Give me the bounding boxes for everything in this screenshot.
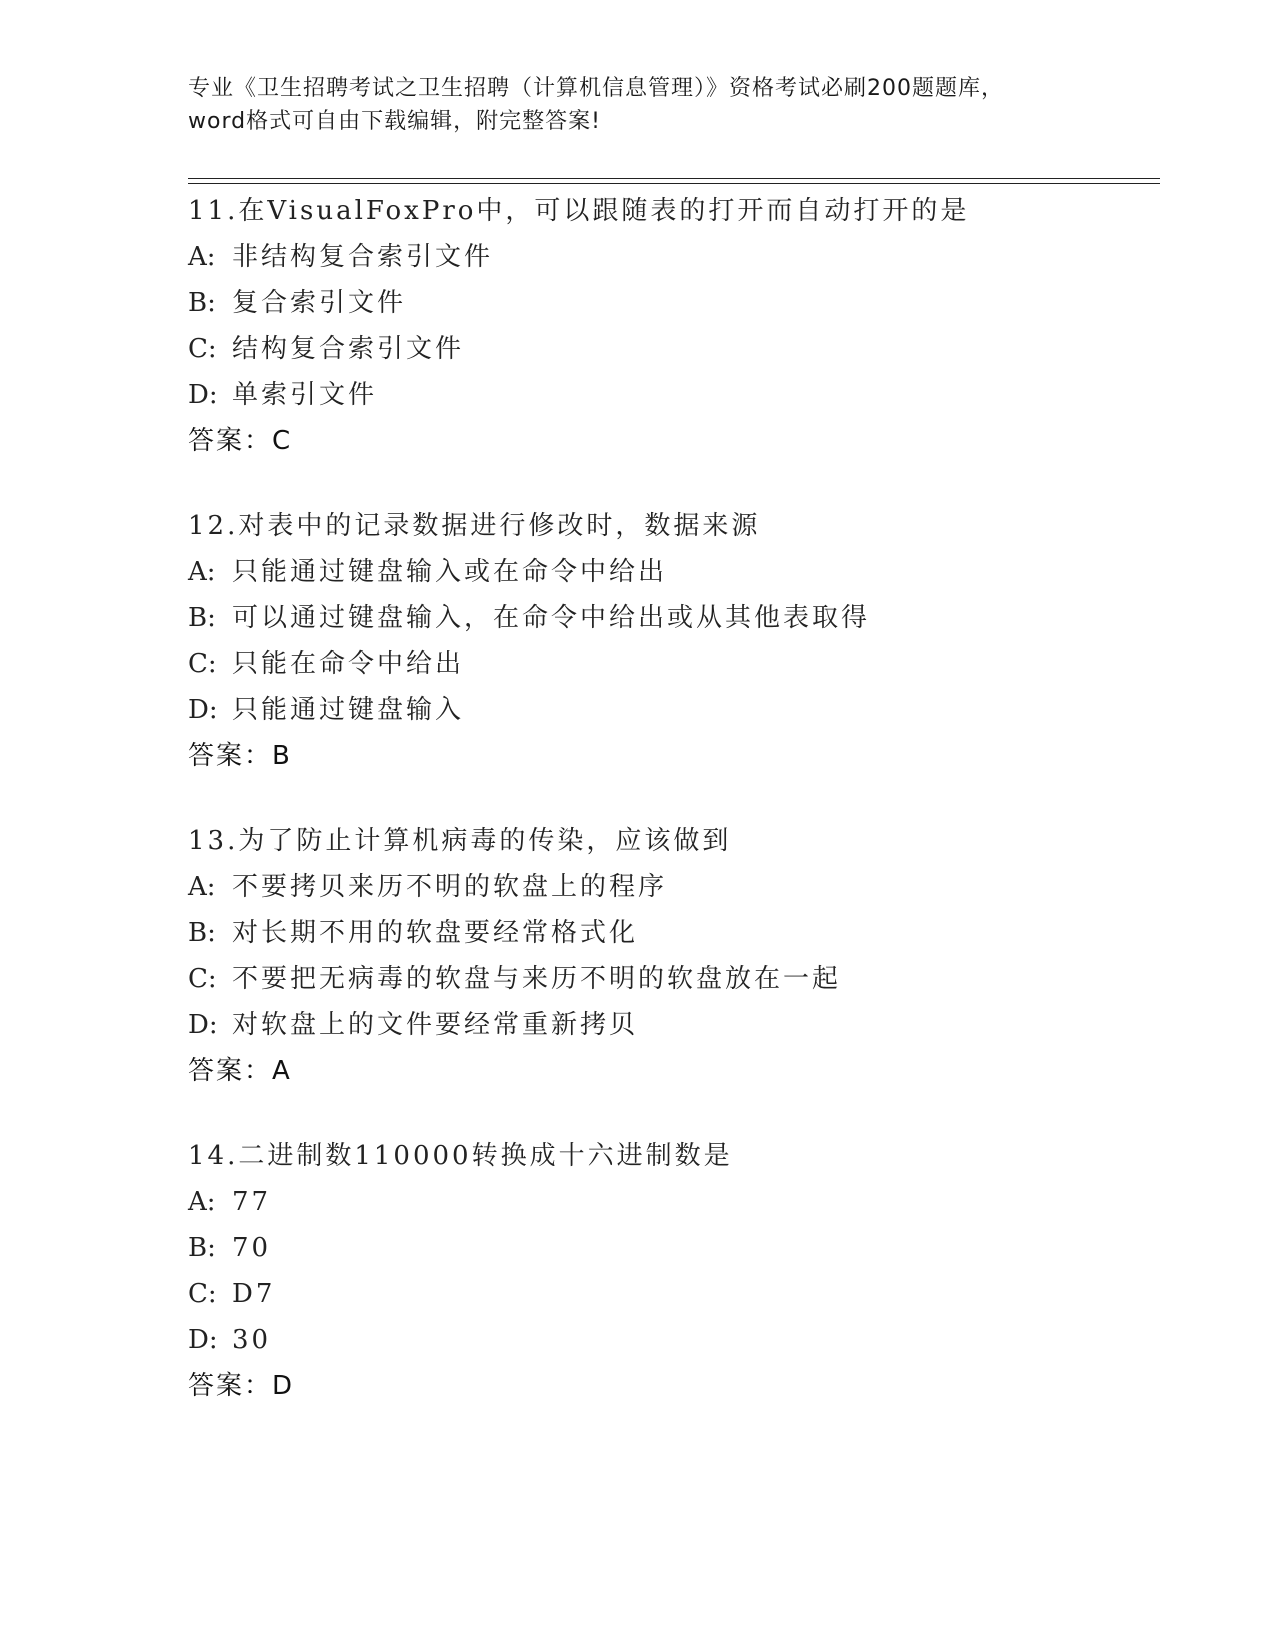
- question-stem: 13.为了防止计算机病毒的传染，应该做到: [188, 826, 732, 856]
- option-text: 对长期不用的软盘要经常格式化: [232, 918, 639, 948]
- option-letter: C:: [188, 334, 217, 364]
- option-c: [188, 956, 1148, 1002]
- option-text: 70: [232, 1233, 272, 1263]
- option-c: [188, 326, 1148, 372]
- option-letter: A:: [188, 1187, 216, 1217]
- option-letter: D:: [188, 695, 218, 725]
- option-letter: D:: [188, 1010, 218, 1040]
- option-letter: B:: [188, 288, 216, 318]
- question-block: [188, 818, 1148, 1094]
- option-letter: A:: [188, 557, 216, 587]
- option-d: [188, 1002, 1148, 1048]
- header-divider-top: [188, 178, 1160, 179]
- answer-line: 答案：C: [188, 426, 293, 456]
- question-stem: 14.二进制数110000转换成十六进制数是: [188, 1141, 733, 1171]
- option-d: [188, 687, 1148, 733]
- header-title-line: 专业《卫生招聘考试之卫生招聘（计算机信息管理）》资格考试必刷200题题库，: [188, 76, 1004, 101]
- option-b: [188, 595, 1148, 641]
- option-d: [188, 372, 1148, 418]
- question-stem: 11.在VisualFoxPro中，可以跟随表的打开而自动打开的是: [188, 196, 970, 226]
- option-c: [188, 641, 1148, 687]
- option-letter: D:: [188, 1325, 218, 1355]
- question-block: [188, 503, 1148, 779]
- option-letter: C:: [188, 964, 217, 994]
- option-text: 不要拷贝来历不明的软盘上的程序: [232, 872, 668, 902]
- option-b: [188, 280, 1148, 326]
- option-b: [188, 910, 1148, 956]
- option-b: [188, 1225, 1148, 1271]
- option-text: 复合索引文件: [232, 288, 407, 318]
- option-text: 可以通过键盘输入，在命令中给出或从其他表取得: [232, 603, 871, 633]
- option-letter: C:: [188, 1279, 217, 1309]
- option-letter: D:: [188, 380, 218, 410]
- option-letter: C:: [188, 649, 217, 679]
- answer-line: 答案：D: [188, 1371, 295, 1401]
- header-divider-bottom: [188, 183, 1160, 184]
- option-letter: A:: [188, 242, 216, 272]
- question-block: [188, 188, 1148, 464]
- document-header: [188, 72, 1088, 138]
- option-a: [188, 1179, 1148, 1225]
- option-text: D7: [232, 1279, 276, 1309]
- option-a: [188, 864, 1148, 910]
- option-letter: B:: [188, 918, 216, 948]
- question-stem: 12.对表中的记录数据进行修改时，数据来源: [188, 511, 761, 541]
- option-a: [188, 234, 1148, 280]
- option-letter: A:: [188, 872, 216, 902]
- option-text: 非结构复合索引文件: [232, 242, 494, 272]
- option-text: 77: [232, 1187, 272, 1217]
- option-text: 30: [232, 1325, 272, 1355]
- answer-line: 答案：A: [188, 1056, 292, 1086]
- answer-line: 答案：B: [188, 741, 292, 771]
- option-text: 只能通过键盘输入: [232, 695, 465, 725]
- header-subtitle-line: word格式可自由下载编辑，附完整答案!: [188, 109, 601, 134]
- option-letter: B:: [188, 1233, 216, 1263]
- option-text: 对软盘上的文件要经常重新拷贝: [232, 1010, 639, 1040]
- option-text: 不要把无病毒的软盘与来历不明的软盘放在一起: [232, 964, 842, 994]
- option-text: 结构复合索引文件: [232, 334, 465, 364]
- option-text: 只能在命令中给出: [232, 649, 465, 679]
- option-text: 只能通过键盘输入或在命令中给出: [232, 557, 668, 587]
- option-text: 单索引文件: [232, 380, 378, 410]
- option-a: [188, 549, 1148, 595]
- option-letter: B:: [188, 603, 216, 633]
- question-block: [188, 1133, 1148, 1409]
- option-c: [188, 1271, 1148, 1317]
- option-d: [188, 1317, 1148, 1363]
